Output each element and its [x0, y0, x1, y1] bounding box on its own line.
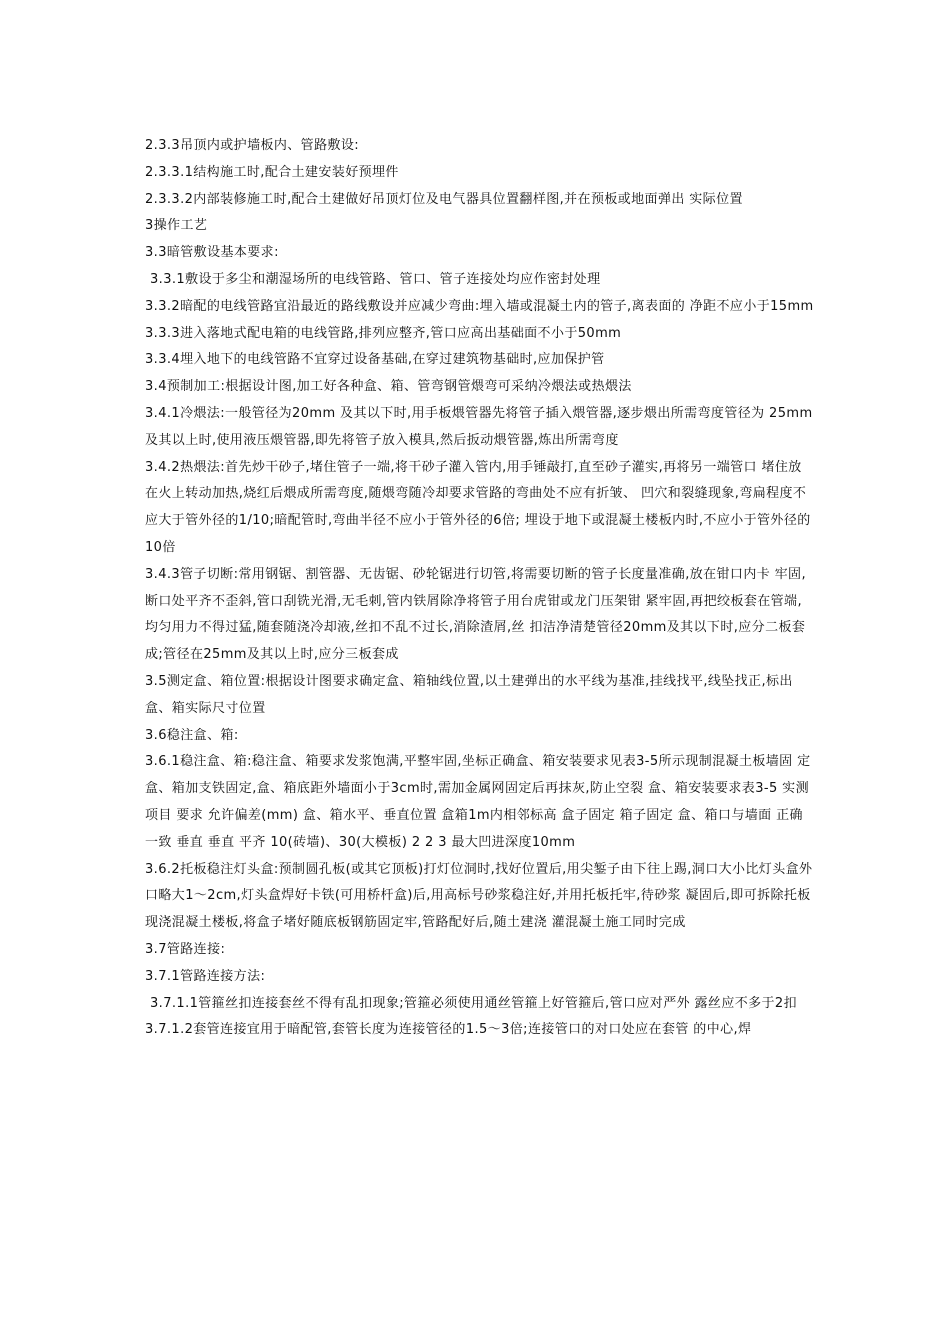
paragraph-3-4-2: 3.4.2热煨法:首先炒干砂子,堵住管子一端,将干砂子灌入管内,用手锤敲打,直至砂子灌实,再将另一端管口 堵住放在火上转动加热,烧红后煨成所需弯度,随煨弯随冷却要求管路的弯曲处不应有折皱、 凹穴和裂缝现象,弯扁程度不应大于管外径的1/10;暗配管时,弯曲半径不应小于管外径的6倍; 埋设于地下或混凝土楼板内时,不应小于管外径的10倍	[145, 459, 811, 555]
heading-2-3-3: 2.3.3吊顶内或护墙板内、管路敷设:	[145, 138, 360, 153]
paragraph-3-4-3: 3.4.3管子切断:常用钢锯、割管器、无齿锯、砂轮锯进行切管,将需要切断的管子长度量准确,放在钳口内卡 牢固,断口处平齐不歪斜,管口刮铣光滑,无毛刺,管内铁屑除净将管子用台虎钳或龙门压架钳 紧牢固,再把绞板套在管端,均匀用力不得过猛,随套随浇冷却液,丝扣不乱不过长,消除渣屑,丝 扣洁净清楚管径20mm及其以下时,应分二板套成;管径在25mm及其以上时,应分三板套成	[145, 566, 806, 663]
heading-3-7-1: 3.7.1管路连接方法:	[145, 968, 266, 984]
paragraph-3-4-1: 3.4.1冷煨法:一般管径为20mm 及其以下时,用手板煨管器先将管子插入煨管器,逐步煨出所需弯度管径为 25mm及其以上时,使用液压煨管器,即先将管子放入模具,然后扳动煨管器,炼出所需弯度	[145, 405, 813, 448]
heading-3-6: 3.6稳注盒、箱:	[145, 727, 239, 743]
heading-3-7: 3.7管路连接:	[145, 941, 226, 957]
paragraph-3-3-2: 3.3.2暗配的电线管路宜沿最近的路线敷设并应减少弯曲:埋入墙或混凝土内的管子,离表面的 净距不应小于15mm	[145, 298, 814, 314]
heading-3: 3操作工艺	[145, 218, 208, 234]
paragraph-2-3-3-2: 2.3.3.2内部装修施工时,配合土建做好吊顶灯位及电气器具位置翻样图,并在预板或地面弹出 实际位置	[145, 191, 743, 207]
paragraph-2-3-3-1: 2.3.3.1结构施工时,配合土建安装好预埋件	[145, 164, 399, 180]
paragraph-3-5: 3.5测定盒、箱位置:根据设计图要求确定盒、箱轴线位置,以土建弹出的水平线为基准,挂线找平,线坠找正,标出 盒、箱实际尺寸位置	[145, 673, 793, 716]
paragraph-3-3-3: 3.3.3进入落地式配电箱的电线管路,排列应整齐,管口应高出基础面不小于50mm	[145, 325, 622, 341]
paragraph-3-4: 3.4预制加工:根据设计图,加工好各种盒、箱、管弯钢管煨弯可采纳冷煨法或热煨法	[145, 379, 632, 395]
document-body	[145, 133, 815, 1044]
heading-3-3: 3.3暗管敷设基本要求:	[145, 245, 279, 261]
paragraph-3-3-1: 3.3.1敷设于多尘和潮湿场所的电线管路、管口、管子连接处均应作密封处理	[150, 271, 601, 287]
paragraph-3-6-2: 3.6.2托板稳注灯头盒:预制圆孔板(或其它顶板)打灯位洞时,找好位置后,用尖錾子由下往上踢,洞口大小比灯头盒外 口略大1～2cm,灯头盒焊好卡铁(可用桥杆盒)后,用高标号砂浆稳注好,并用托板托牢,待砂浆 凝固后,即可拆除托板现浇混凝土楼板,将盒子堵好随底板钢筋固定牢,管路配好后,随土建浇 灌混凝土施工同时完成	[145, 861, 813, 931]
paragraph-3-3-4: 3.3.4埋入地下的电线管路不宜穿过设备基础,在穿过建筑物基础时,应加保护管	[145, 352, 605, 368]
paragraph-3-6-1: 3.6.1稳注盒、箱:稳注盒、箱要求发浆饱满,平整牢固,坐标正确盒、箱安装要求见表3-5所示现制混凝土板墙固 定盒、箱加支铁固定,盒、箱底距外墙面小于3cm时,需加金属网固定后再抹灰,防止空裂 盒、箱安装要求表3-5 实测项目 要求 允许偏差(mm) 盒、箱水平、垂直位置 盒箱1m内相邻标高 盒子固定 箱子固定 盒、箱口与墙面 正确 一致 垂直 垂直 平齐 10(砖墙)、30(大模板) 2 2 3 最大凹进深度10mm	[145, 754, 811, 850]
paragraph-3-7-1-1: 3.7.1.1管箍丝扣连接套丝不得有乱扣现象;管箍必须使用通丝管箍上好管箍后,管口应对严外 露丝应不多于2扣	[150, 995, 797, 1011]
paragraph-3-7-1-2: 3.7.1.2套管连接宜用于暗配管,套管长度为连接管径的1.5～3倍;连接管口的对口处应在套管 的中心,焊	[145, 1022, 752, 1038]
